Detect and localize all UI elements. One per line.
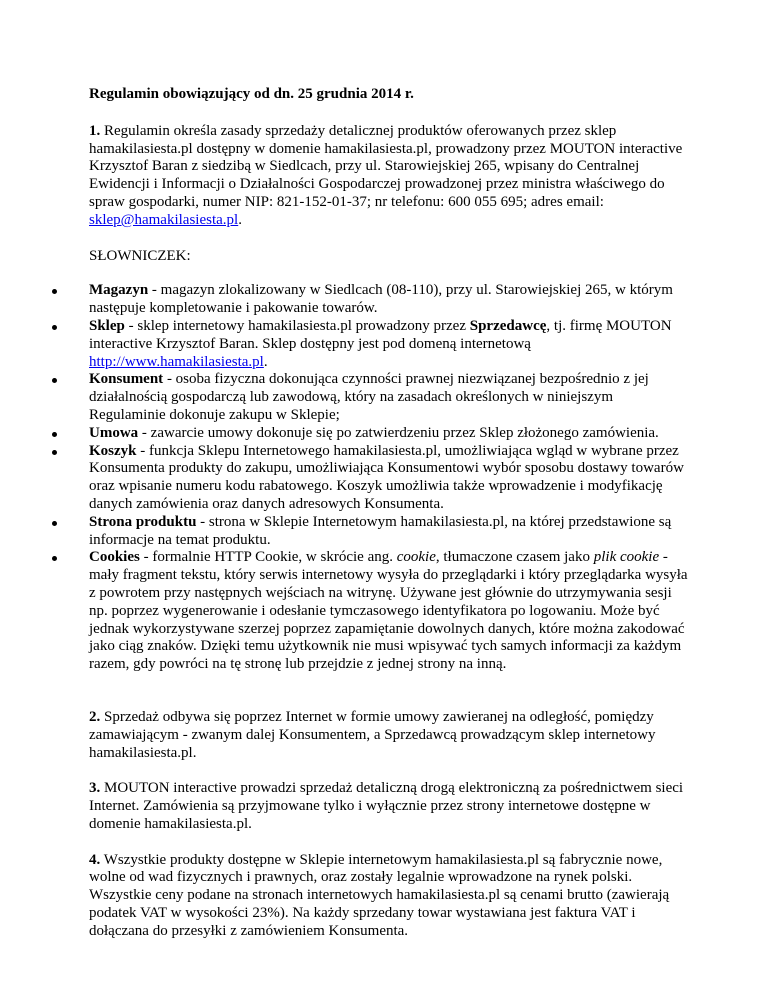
glossary-definition: - zawarcie umowy dokonuje się po zatwierdzeniu przez Sklep złożonego zamówienia. [138, 424, 659, 441]
bullet-icon [52, 289, 57, 294]
paragraph-text: MOUTON interactive prowadzi sprzedaż detaliczną drogą elektroniczną za pośrednictwem sieci Internet. Zamówienia są przyjmowane tylko i wyłącznie przez strony internetowe dostępne w domenie hamakilasiesta.pl. [89, 780, 684, 832]
glossary-bold: Sprzedawcę [469, 317, 547, 334]
paragraph-text: Sprzedaż odbywa się poprzez Internet w formie umowy zawieranej na odległość, pomiędzy zamawiającym - zwanym dalej Konsumentem, a Sprzedawcą prowadzącym sklep internetowy hamakilasiesta.pl. [89, 708, 656, 761]
glossary-term: Magazyn [89, 282, 149, 299]
glossary-definition: - formalnie HTTP Cookie, w skrócie ang. [139, 549, 397, 566]
website-link[interactable]: http://www.hamakilasiesta.pl [89, 353, 264, 370]
glossary-italic: cookie [396, 549, 436, 566]
email-link[interactable]: sklep@hamakilasiesta.pl [89, 211, 239, 228]
document-title: Regulamin obowiązujący od dn. 25 grudnia 2014 r. [89, 86, 414, 102]
glossary-definition: , tłumaczone czasem jako [435, 549, 594, 566]
paragraph-number: 3. [89, 780, 101, 797]
glossary-item-umowa [89, 425, 689, 443]
glossary-definition: - funkcja Sklepu Internetowego hamakilasiesta.pl, umożliwiająca wgląd w wybrane przez Konsumenta produkty do zakupu, umożliwiająca Konsumentowi wybór sposobu dostawy towarów oraz wpisanie numeru kodu rabatowego. Koszyk umożliwia także wprowadzenie i modyfikację danych zamówienia oraz danych adresowych Konsumenta. [89, 442, 684, 512]
glossary-definition: - strona w Sklepie Internetowym hamakilasiesta.pl, na której przedstawione są informacje na temat produktu. [89, 513, 672, 548]
glossary-term: Sklep [89, 317, 125, 334]
glossary-term: Cookies [89, 549, 140, 566]
glossary-heading: SŁOWNICZEK: [89, 247, 191, 264]
paragraph-3 [89, 780, 689, 833]
paragraph-number: 4. [89, 851, 101, 868]
bullet-icon [52, 325, 57, 330]
paragraph-number: 2. [89, 708, 101, 725]
bullet-icon [52, 432, 57, 437]
bullet-icon [52, 521, 57, 526]
glossary-item-sklep [89, 318, 689, 371]
paragraph-2 [89, 709, 689, 762]
glossary-definition: - magazyn zlokalizowany w Siedlcach (08-110), przy ul. Starowiejskiej 265, w którym następuje kompletowanie i pakowanie towarów. [89, 282, 673, 317]
glossary-end: . [263, 353, 268, 370]
glossary-item-konsument [89, 371, 689, 424]
glossary-list [89, 282, 689, 674]
paragraph-1 [89, 123, 689, 230]
glossary-term: Umowa [89, 424, 139, 441]
glossary-item-cookies [89, 549, 689, 674]
bullet-icon [52, 556, 57, 561]
paragraph-text: Regulamin określa zasady sprzedaży detalicznej produktów oferowanych przez sklep hamakilasiesta.pl dostępny w domenie hamakilasiesta.pl, prowadzony przez MOUTON interactive Krzysztof Baran z siedzibą w Siedlcach, przy ul. Starowiejskiej 265, wpisany do Centralnej Ewidencji i Informacji o Działalności Gospodarczej prowadzonej przez ministra właściwego do spraw gospodarki, numer NIP: 821-152-01-37; nr telefonu: 600 055 695; adres email: [89, 122, 683, 210]
spacer [89, 674, 689, 709]
glossary-definition: - sklep internetowy hamakilasiesta.pl prowadzony przez [124, 317, 470, 334]
glossary-term: Koszyk [89, 442, 137, 459]
glossary-definition: - mały fragment tekstu, który serwis internetowy wysyła do przeglądarki i który przeglądarka wysyła z powrotem przy następnych wejściach na witrynę. Używane jest głównie do utrzymywania sesji np. poprzez wygenerowanie i odesłanie tymczasowego identyfikatora po logowaniu. Może być jednak wykorzystywane szerzej poprzez zapamiętanie dowolnych danych, które można zakodować jako ciąg znaków. Dzięki temu użytkownik nie musi wpisywać tych samych informacji za każdym razem, gdy powróci na tę stronę lub przejdzie z jednej strony na inną. [89, 549, 688, 673]
glossary-italic: plik cookie [593, 549, 660, 566]
glossary-definition: - osoba fizyczna dokonująca czynności prawnej niezwiązanej bezpośrednio z jej działalnością gospodarczą lub zawodową, który na zasadach określonych w niniejszym Regulaminie dokonuje zakupu w Sklepie; [89, 371, 649, 423]
glossary-term: Strona produktu [89, 513, 197, 530]
glossary-term: Konsument [89, 371, 164, 388]
bullet-icon [52, 378, 57, 383]
glossary-item-strona-produktu [89, 514, 689, 550]
glossary-item-koszyk [89, 443, 689, 514]
paragraph-4 [89, 852, 689, 941]
paragraph-end: . [238, 211, 242, 228]
document-content [89, 86, 689, 959]
glossary-item-magazyn [89, 282, 689, 318]
paragraph-number: 1. [89, 122, 101, 139]
glossary-definition: , tj. firmę MOUTON interactive Krzysztof Baran. Sklep dostępny jest pod domeną internetową [89, 317, 672, 352]
paragraph-text: Wszystkie produkty dostępne w Sklepie internetowym hamakilasiesta.pl są fabrycznie nowe, wolne od wad fizycznych i prawnych, oraz zostały legalnie wprowadzone na rynek polski. Wszystkie ceny podane na stronach internetowych hamakilasiesta.pl są cenami brutto (zawierają podatek VAT w wysokości 23%). Na każdy sprzedany towar wystawiana jest faktura VAT i dołączana do przesyłki z zamówieniem Konsumenta. [89, 851, 670, 939]
bullet-icon [52, 450, 57, 455]
